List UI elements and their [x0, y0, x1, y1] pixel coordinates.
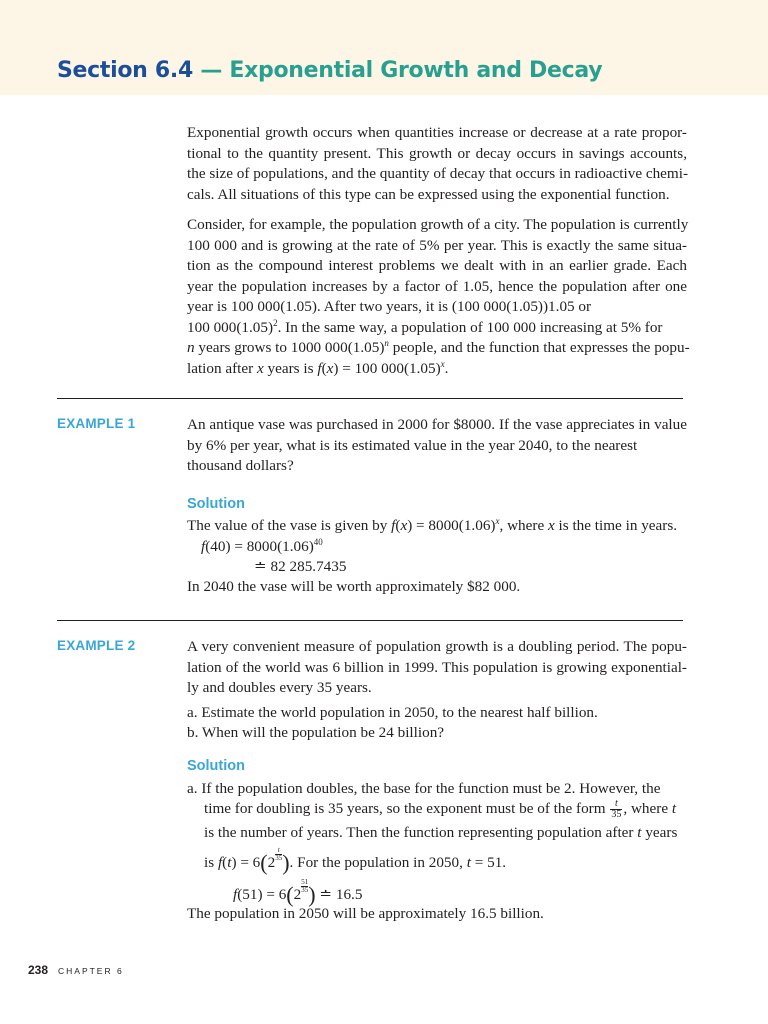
- fraction-t-over-35: $\frac{t}{35}$: [611, 798, 622, 821]
- divider-rule: [57, 620, 683, 621]
- example-2-solution-line: a. If the population doubles, the base for the function must be 2. However, the: [187, 780, 661, 797]
- intro-p2-line: year the population increases by a factor of 1.05, hence the population after one: [187, 277, 687, 295]
- example-2-solution-line: time for doubling is 35 years, so the exponent must be of the form $\frac{t}{35}$ , where t: [204, 798, 677, 821]
- example-2-part-b: b. When will the population be 24 billion?: [187, 724, 445, 741]
- example-2-problem: [187, 637, 687, 699]
- section-title: [57, 58, 602, 83]
- section-number: Section 6.4: [57, 58, 193, 83]
- example-2-line: A very convenient measure of population growth is a doubling period. The popu-: [187, 638, 687, 655]
- example-2-part-a: a. Estimate the world population in 2050, to the nearest half billion.: [187, 704, 598, 721]
- intro-p1-line: cals. All situations of this type can be expressed using the exponential function.: [187, 185, 670, 203]
- divider-rule: [57, 398, 683, 399]
- section-name: — Exponential Growth and Decay: [192, 58, 603, 83]
- example-2-line: ly and doubles every 35 years.: [187, 679, 372, 696]
- exponent-fraction: $\frac{t}{35}$: [275, 846, 283, 862]
- example-2-line: lation of the world was 6 billion in 1999. This population is growing exponential-: [187, 658, 687, 676]
- intro-p2-line: lation after x years is f(x) = 100 $000(1.05)^x$.: [187, 358, 449, 377]
- section-header: [0, 0, 768, 95]
- intro-p1-line: Exponential growth occurs when quantities increase or decrease at a rate propor-: [187, 124, 687, 141]
- exponent-fraction: $\frac{51}{35}$: [301, 878, 309, 894]
- example-1-equation-1: $f(40) = 8000(1.06)^{40}$: [201, 537, 323, 555]
- chapter-label: CHAPTER 6: [58, 966, 124, 976]
- example-1-problem: [187, 415, 687, 477]
- intro-p1-line: the size of populations, and the quantity of decay that occurs in radioactive chemi-: [187, 165, 689, 182]
- intro-paragraph-2: [187, 215, 690, 379]
- example-1-equation-2: ≐ 82 285.7435: [254, 558, 347, 575]
- example-1-solution-heading: Solution: [187, 496, 245, 512]
- example-2-solution-heading: Solution: [187, 758, 245, 774]
- example-2-conclusion: The population in 2050 will be approximately 16.5 billion.: [187, 905, 544, 922]
- intro-p2-line: year is 100 000(1.05). After two years, it is (100 000(1.05))1.05 or: [187, 298, 592, 315]
- intro-p2-line: 100 $000(1.05)^2$. In the same way, a population of 100 000 increasing at 5% for: [187, 317, 663, 336]
- example-2-function: is f(t) = 6(2 $\frac{t}{35}$ ). For the population in 2050, t = 51.: [204, 846, 507, 875]
- example-1-line: An antique vase was purchased in 2000 for $8000. If the vase appreciates in value: [187, 416, 687, 433]
- intro-p2-line: 100 000 and is growing at the rate of 5% per year. This is exactly the same situa-: [187, 236, 687, 254]
- intro-paragraph-1: [187, 123, 687, 205]
- intro-p2-line: tion as the compound interest problems we dealt with in an earlier grade. Each: [187, 257, 687, 274]
- example-1-line: by 6% per year, what is its estimated value in the year 2040, to the nearest: [187, 436, 638, 454]
- example-2-solution-line: is the number of years. Then the function representing population after t years: [204, 824, 678, 841]
- example-1-line: thousand dollars?: [187, 457, 294, 474]
- example-1-solution-text: The value of the vase is given by $f(x) = 8000(1.06)^x$, where x is the time in years.: [187, 516, 678, 534]
- example-2-label: EXAMPLE 2: [57, 638, 136, 653]
- intro-p1-line: tional to the quantity present. This growth or decay occurs in savings accounts,: [187, 144, 687, 162]
- example-2-equation: f(51) = 6(2 $\frac{51}{35}$ ) ≐ 16.5: [233, 878, 363, 907]
- page-number: 238: [28, 963, 49, 977]
- example-1-conclusion: In 2040 the vase will be worth approximately $82 000.: [187, 578, 521, 595]
- intro-p2-line: n years grows to 1000 $000(1.05)^n$ people, and the function that expresses the popu-: [187, 338, 690, 356]
- example-1-label: EXAMPLE 1: [57, 416, 136, 431]
- intro-p2-line: Consider, for example, the population growth of a city. The population is currently: [187, 216, 689, 233]
